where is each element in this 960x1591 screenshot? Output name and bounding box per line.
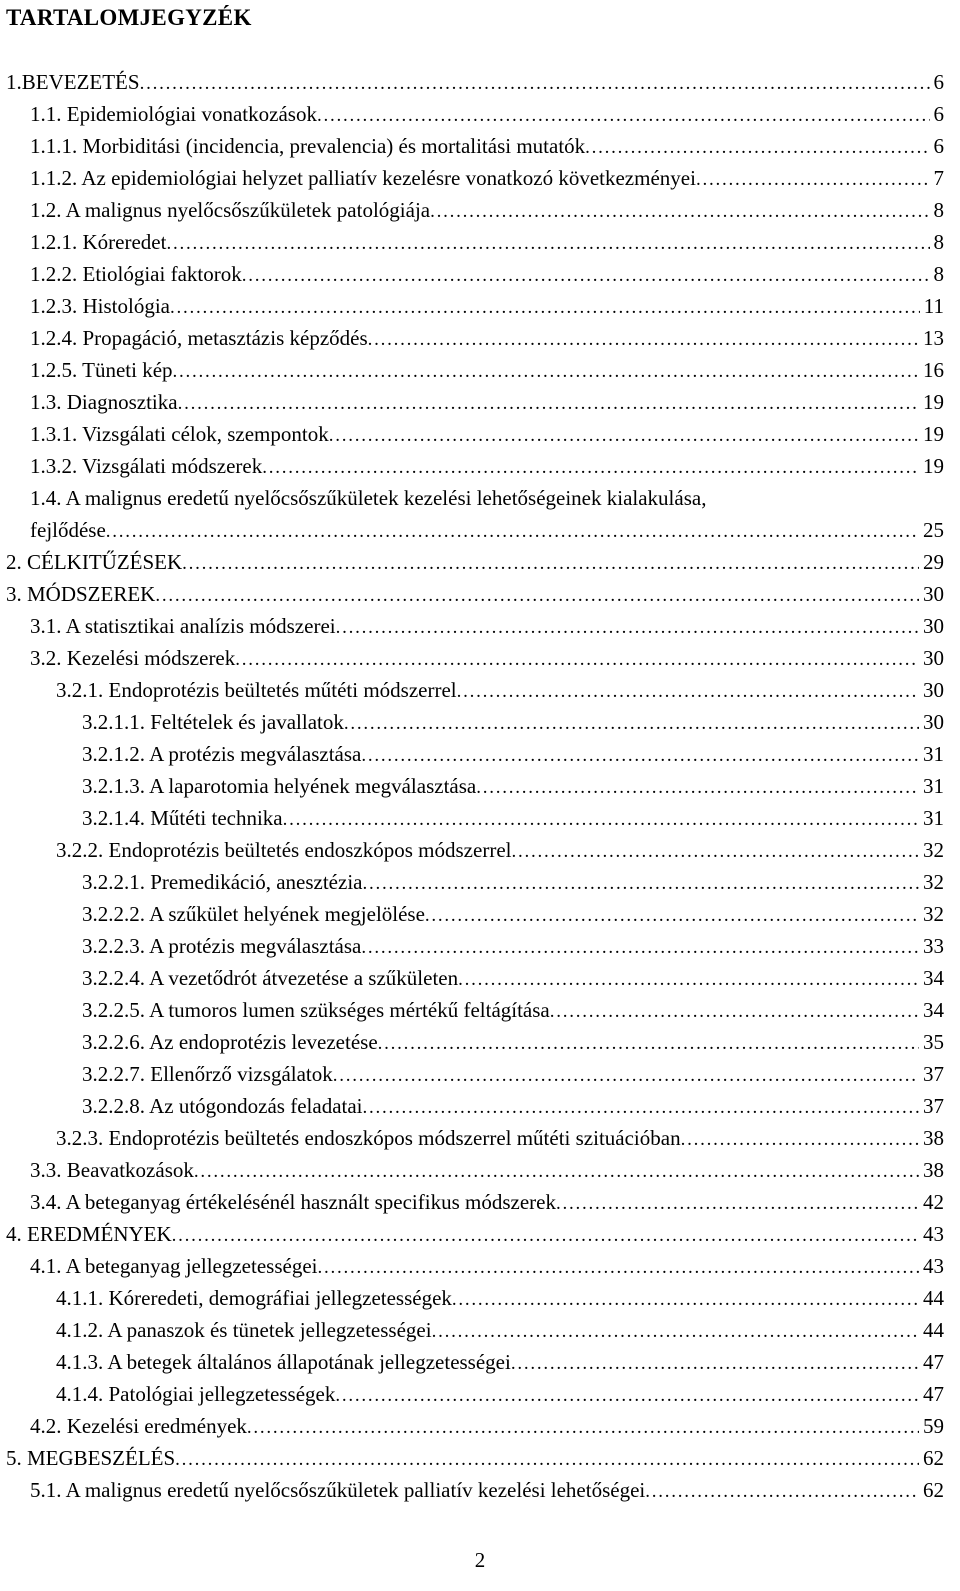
- toc-entry-text: 3.2.2.3. A protézis megválasztása: [82, 931, 361, 961]
- toc-entry-page: 8: [930, 227, 945, 257]
- toc-entry-page: 11: [920, 291, 944, 321]
- toc-entry[interactable]: [0, 1059, 960, 1091]
- toc-entry-text: 1.3.2. Vizsgálati módszerek: [30, 451, 262, 481]
- toc-entry-page: 44: [919, 1283, 944, 1313]
- toc-entry-page: 31: [919, 803, 944, 833]
- toc-entry[interactable]: [0, 547, 960, 579]
- toc-entry[interactable]: [0, 867, 960, 899]
- toc-entry-page: 16: [919, 355, 944, 385]
- toc-entry-page: 47: [919, 1379, 944, 1409]
- dot-leader: [178, 389, 919, 419]
- toc-entry[interactable]: [0, 739, 960, 771]
- toc-entry-page: 62: [919, 1475, 944, 1505]
- toc-entry-text: 3.2.2.5. A tumoros lumen szükséges mértékű feltágítása: [82, 995, 550, 1025]
- dot-leader: [425, 901, 919, 931]
- toc-entry[interactable]: [0, 1411, 960, 1443]
- toc-entry[interactable]: [0, 803, 960, 835]
- toc-entry-text: 1.4. A malignus eredetű nyelőcsőszűkületek kezelési lehetőségeinek kialakulása,: [30, 486, 707, 510]
- dot-leader: [361, 741, 919, 771]
- toc-entry[interactable]: [0, 323, 960, 355]
- toc-entry-page: 30: [919, 707, 944, 737]
- toc-entry[interactable]: [0, 771, 960, 803]
- toc-entry-text: 1.1.1. Morbiditási (incidencia, prevalencia) és mortalitási mutatók: [30, 131, 585, 161]
- dot-leader: [645, 1477, 919, 1507]
- toc-entry-text: 3.2.1.4. Műtéti technika: [82, 803, 283, 833]
- toc-entry-page: 43: [919, 1251, 944, 1281]
- toc-entry[interactable]: [0, 1091, 960, 1123]
- dot-leader: [155, 581, 919, 611]
- toc-entry-page: 31: [919, 739, 944, 769]
- toc-entry-text: 3.2.2.8. Az utógondozás feladatai: [82, 1091, 363, 1121]
- dot-leader: [476, 773, 919, 803]
- toc-entry[interactable]: [0, 99, 960, 131]
- toc-entry-page: 19: [919, 387, 944, 417]
- dot-leader: [329, 421, 919, 451]
- toc-entry[interactable]: [0, 195, 960, 227]
- dot-leader: [368, 325, 919, 355]
- toc-entry-text: 1.3.1. Vizsgálati célok, szempontok: [30, 419, 329, 449]
- toc-entry[interactable]: [0, 1347, 960, 1379]
- toc-entry-page: 30: [919, 579, 944, 609]
- toc-entry-text: 3.2.2.4. A vezetődrót átvezetése a szűkületen: [82, 963, 458, 993]
- dot-leader: [173, 357, 919, 387]
- toc-entry[interactable]: [0, 419, 960, 451]
- toc-entry[interactable]: [0, 1219, 960, 1251]
- toc-entry[interactable]: [0, 707, 960, 739]
- toc-entry-page: 19: [919, 419, 944, 449]
- toc-entry-text: 4.1.1. Kóreredeti, demográfiai jellegzetességek: [56, 1283, 452, 1313]
- dot-leader: [336, 613, 919, 643]
- toc-entry[interactable]: [0, 1187, 960, 1219]
- toc-entry-text: 3.2.1.1. Feltételek és javallatok: [82, 707, 344, 737]
- toc-entry-page: 25: [919, 515, 944, 545]
- toc-entry-page: 34: [919, 963, 944, 993]
- dot-leader: [317, 101, 930, 131]
- toc-entry-text: 1.2.1. Kóreredet: [30, 227, 166, 257]
- toc-entry[interactable]: [0, 643, 960, 675]
- toc-entry-text: 3.2.2.1. Premedikáció, anesztézia: [82, 867, 362, 897]
- toc-entry-text: 5.1. A malignus eredetű nyelőcsőszűkületek palliatív kezelési lehetőségei: [30, 1475, 645, 1505]
- toc-entry-text: 4.1.4. Patológiai jellegzetességek: [56, 1379, 335, 1409]
- toc-entry-page: 30: [919, 675, 944, 705]
- toc-entry-page: 34: [919, 995, 944, 1025]
- toc-entry-page: 35: [919, 1027, 944, 1057]
- dot-leader: [511, 1349, 919, 1379]
- toc-entry-continuation: fejlődése: [30, 515, 106, 545]
- toc-entry-text: 3. MÓDSZEREK: [6, 579, 155, 609]
- toc-entry-text: 3.2.3. Endoprotézis beültetés endoszkópos módszerrel műtéti szituációban: [56, 1123, 681, 1153]
- dot-leader: [457, 677, 919, 707]
- toc-entry-text: 1.1. Epidemiológiai vonatkozások: [30, 99, 317, 129]
- toc-entry[interactable]: [0, 67, 960, 99]
- dot-leader: [585, 133, 929, 163]
- dot-leader: [361, 933, 919, 963]
- toc-entry-page: 38: [919, 1155, 944, 1185]
- toc-entry[interactable]: [0, 451, 960, 483]
- toc-entry-text: 1.2.2. Etiológiai faktorok: [30, 259, 242, 289]
- toc-entry-page: 62: [919, 1443, 944, 1473]
- toc-entry-text: 3.2.1.2. A protézis megválasztása: [82, 739, 361, 769]
- toc-title: TARTALOMJEGYZÉK: [6, 5, 252, 30]
- toc-entry-page: 8: [930, 259, 945, 289]
- toc-entry[interactable]: [0, 675, 960, 707]
- dot-leader: [452, 1285, 919, 1315]
- dot-leader: [106, 517, 919, 547]
- toc-entry-page: 13: [919, 323, 944, 353]
- toc-entry-text: 1.2.3. Histológia: [30, 291, 170, 321]
- toc-entry-page: 30: [919, 643, 944, 673]
- toc-entry-text: 3.3. Beavatkozások: [30, 1155, 194, 1185]
- toc-entry[interactable]: [0, 355, 960, 387]
- toc-entry[interactable]: [0, 163, 960, 195]
- toc-entry-page: 38: [919, 1123, 944, 1153]
- toc-entry-text: 3.4. A beteganyag értékelésénél használt specifikus módszerek: [30, 1187, 556, 1217]
- toc-entry[interactable]: [0, 963, 960, 995]
- toc-entry[interactable]: [0, 1379, 960, 1411]
- toc-entry-text: 3.1. A statisztikai analízis módszerei: [30, 611, 336, 641]
- toc-entry-text: 1.BEVEZETÉS: [6, 67, 140, 97]
- toc-entry[interactable]: [0, 579, 960, 611]
- dot-leader: [432, 1317, 919, 1347]
- dot-leader: [170, 293, 920, 323]
- toc-entry[interactable]: [0, 1027, 960, 1059]
- toc-entry[interactable]: [0, 931, 960, 963]
- dot-leader: [344, 709, 919, 739]
- toc-entry[interactable]: [0, 995, 960, 1027]
- toc-entry[interactable]: [0, 291, 960, 323]
- toc-entry-page: 37: [919, 1091, 944, 1121]
- toc-entry-page: 6: [930, 99, 945, 129]
- dot-leader: [317, 1253, 919, 1283]
- dot-leader: [182, 549, 919, 579]
- dot-leader: [172, 1221, 919, 1251]
- dot-leader: [458, 965, 919, 995]
- toc-entry[interactable]: [0, 1315, 960, 1347]
- toc-entry[interactable]: [0, 1283, 960, 1315]
- toc-entry[interactable]: [0, 259, 960, 291]
- toc-entry-page: 37: [919, 1059, 944, 1089]
- dot-leader: [247, 1413, 919, 1443]
- dot-leader: [430, 197, 929, 227]
- dot-leader: [235, 645, 919, 675]
- dot-leader: [681, 1125, 919, 1155]
- toc-entry-text: 4.2. Kezelési eredmények: [30, 1411, 247, 1441]
- toc-entry-page: 32: [919, 867, 944, 897]
- toc-entry-text: 5. MEGBESZÉLÉS: [6, 1443, 175, 1473]
- page-number: 2: [474, 1548, 486, 1572]
- toc-entry[interactable]: [0, 483, 960, 547]
- toc-entry-page: 59: [919, 1411, 944, 1441]
- toc-entry-text: 3.2.2.6. Az endoprotézis levezetése: [82, 1027, 378, 1057]
- dot-leader: [335, 1381, 919, 1411]
- toc-entry[interactable]: [0, 1155, 960, 1187]
- dot-leader: [550, 997, 919, 1027]
- toc-entry-page: 30: [919, 611, 944, 641]
- toc-entry-page: 19: [919, 451, 944, 481]
- toc-entry-text: 4.1. A beteganyag jellegzetességei: [30, 1251, 317, 1281]
- toc-entry-page: 44: [919, 1315, 944, 1345]
- toc-entry-text: 4. EREDMÉNYEK: [6, 1219, 172, 1249]
- toc-entry[interactable]: [0, 1123, 960, 1155]
- toc-entry[interactable]: [0, 387, 960, 419]
- dot-leader: [175, 1445, 919, 1475]
- toc-entry-page: 6: [930, 67, 945, 97]
- toc-entry[interactable]: [0, 1475, 960, 1507]
- toc-entry-text: 3.2.2. Endoprotézis beültetés endoszkópos módszerrel: [56, 835, 511, 865]
- toc-entry[interactable]: [0, 899, 960, 931]
- toc-entry-page: 8: [930, 195, 945, 225]
- toc-entry-text: 3.2.1.3. A laparotomia helyének megválasztása: [82, 771, 476, 801]
- toc-entry-text: 4.1.2. A panaszok és tünetek jellegzetességei: [56, 1315, 432, 1345]
- toc-entry-page: 31: [919, 771, 944, 801]
- toc-entry[interactable]: [0, 611, 960, 643]
- toc-entry-text: 3.2.2.7. Ellenőrző vizsgálatok: [82, 1059, 333, 1089]
- toc-list: [0, 67, 960, 1507]
- dot-leader: [262, 453, 919, 483]
- dot-leader: [283, 805, 919, 835]
- toc-entry-page: 42: [919, 1187, 944, 1217]
- toc-entry-page: 43: [919, 1219, 944, 1249]
- dot-leader: [696, 165, 930, 195]
- toc-entry-page: 32: [919, 835, 944, 865]
- dot-leader: [166, 229, 929, 259]
- toc-entry[interactable]: [0, 1251, 960, 1283]
- toc-entry-page: 6: [930, 131, 945, 161]
- dot-leader: [556, 1189, 919, 1219]
- dot-leader: [194, 1157, 919, 1187]
- toc-entry-page: 7: [930, 163, 945, 193]
- dot-leader: [363, 1093, 919, 1123]
- dot-leader: [333, 1061, 919, 1091]
- toc-entry-text: 1.3. Diagnosztika: [30, 387, 178, 417]
- toc-entry-page: 32: [919, 899, 944, 929]
- toc-entry[interactable]: [0, 131, 960, 163]
- dot-leader: [378, 1029, 919, 1059]
- toc-entry-text: 1.1.2. Az epidemiológiai helyzet palliatív kezelésre vonatkozó következményei: [30, 163, 696, 193]
- toc-entry-page: 33: [919, 931, 944, 961]
- dot-leader: [511, 837, 919, 867]
- toc-entry-text: 2. CÉLKITŰZÉSEK: [6, 547, 182, 577]
- toc-entry-text: 1.2. A malignus nyelőcsőszűkületek patológiája: [30, 195, 430, 225]
- toc-entry[interactable]: [0, 227, 960, 259]
- toc-entry-page: 29: [919, 547, 944, 577]
- toc-entry[interactable]: [0, 1443, 960, 1475]
- toc-entry-page: 47: [919, 1347, 944, 1377]
- toc-entry-text: 3.2.1. Endoprotézis beültetés műtéti módszerrel: [56, 675, 457, 705]
- dot-leader: [242, 261, 930, 291]
- toc-entry-text: 1.2.4. Propagáció, metasztázis képződés: [30, 323, 368, 353]
- toc-entry[interactable]: [0, 835, 960, 867]
- toc-entry-text: 4.1.3. A betegek általános állapotának jellegzetességei: [56, 1347, 511, 1377]
- dot-leader: [140, 69, 930, 99]
- toc-entry-text: 3.2.2.2. A szűkület helyének megjelölése: [82, 899, 425, 929]
- toc-entry-text: 3.2. Kezelési módszerek: [30, 643, 235, 673]
- toc-entry-text: 1.2.5. Tüneti kép: [30, 355, 173, 385]
- dot-leader: [362, 869, 919, 899]
